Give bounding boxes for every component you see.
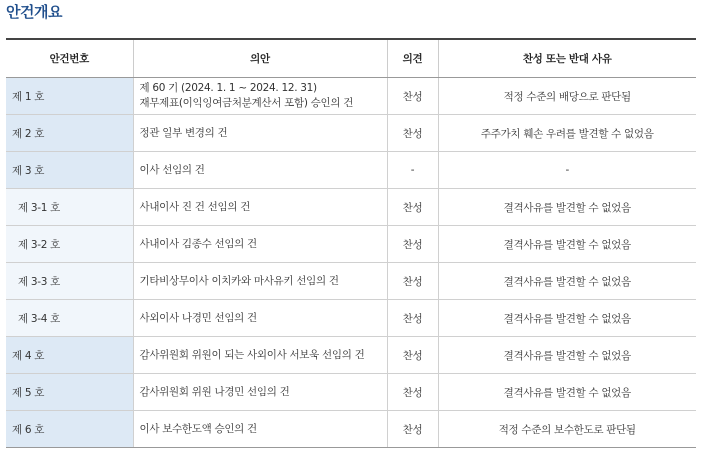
reason: 결격사유를 발견할 수 없었음	[438, 337, 696, 374]
agenda-item	[133, 78, 387, 115]
table-row	[6, 152, 696, 189]
agenda-number: 제 3-4 호	[6, 300, 133, 337]
table-row	[6, 374, 696, 411]
agenda-number: 제 3-1 호	[6, 189, 133, 226]
agenda-item-line2: 재무제표(이익잉여금처분계산서 포함) 승인의 건	[139, 97, 354, 109]
opinion: -	[387, 152, 438, 189]
header-row	[6, 39, 696, 78]
table-row	[6, 189, 696, 226]
opinion: 찬성	[387, 337, 438, 374]
table-row	[6, 78, 696, 115]
agenda-number: 제 1 호	[6, 78, 133, 115]
opinion: 찬성	[387, 226, 438, 263]
agenda-number: 제 2 호	[6, 115, 133, 152]
table-row	[6, 263, 696, 300]
reason: 결격사유를 발견할 수 없었음	[438, 263, 696, 300]
agenda-item: 감사위원회 위원이 되는 사외이사 서보욱 선임의 건	[133, 337, 387, 374]
agenda-number: 제 6 호	[6, 411, 133, 448]
table-row	[6, 300, 696, 337]
reason: 결격사유를 발견할 수 없었음	[438, 226, 696, 263]
agenda-item: 정관 일부 변경의 건	[133, 115, 387, 152]
agenda-item: 사내이사 진 건 선임의 건	[133, 189, 387, 226]
opinion: 찬성	[387, 300, 438, 337]
reason: -	[438, 152, 696, 189]
agenda-number: 제 4 호	[6, 337, 133, 374]
table-row	[6, 226, 696, 263]
reason: 결격사유를 발견할 수 없었음	[438, 300, 696, 337]
opinion: 찬성	[387, 189, 438, 226]
header-opinion: 의견	[387, 39, 438, 78]
agenda-item: 이사 보수한도액 승인의 건	[133, 411, 387, 448]
agenda-item-line1: 제 60 기 (2024. 1. 1 ~ 2024. 12. 31)	[139, 82, 317, 94]
header-agenda-item: 의안	[133, 39, 387, 78]
header-agenda-number: 안건번호	[6, 39, 133, 78]
agenda-item: 기타비상무이사 이치카와 마사유키 선임의 건	[133, 263, 387, 300]
reason: 적정 수준의 배당으로 판단됨	[438, 78, 696, 115]
opinion: 찬성	[387, 263, 438, 300]
section-title: 안건개요	[6, 3, 62, 21]
header-reason: 찬성 또는 반대 사유	[438, 39, 696, 78]
agenda-item: 이사 선임의 건	[133, 152, 387, 189]
agenda-item: 사내이사 김종수 선임의 건	[133, 226, 387, 263]
agenda-number: 제 3-2 호	[6, 226, 133, 263]
agenda-item: 사외이사 나경민 선임의 건	[133, 300, 387, 337]
reason: 결격사유를 발견할 수 없었음	[438, 189, 696, 226]
opinion: 찬성	[387, 78, 438, 115]
agenda-item: 감사위원회 위원 나경민 선임의 건	[133, 374, 387, 411]
opinion: 찬성	[387, 411, 438, 448]
opinion: 찬성	[387, 374, 438, 411]
opinion: 찬성	[387, 115, 438, 152]
agenda-table	[6, 38, 696, 448]
agenda-number: 제 3 호	[6, 152, 133, 189]
table-row	[6, 411, 696, 448]
table-row	[6, 115, 696, 152]
table-row	[6, 337, 696, 374]
reason: 결격사유를 발견할 수 없었음	[438, 374, 696, 411]
agenda-number: 제 3-3 호	[6, 263, 133, 300]
reason: 적정 수준의 보수한도로 판단됨	[438, 411, 696, 448]
agenda-number: 제 5 호	[6, 374, 133, 411]
reason: 주주가치 훼손 우려를 발견할 수 없었음	[438, 115, 696, 152]
